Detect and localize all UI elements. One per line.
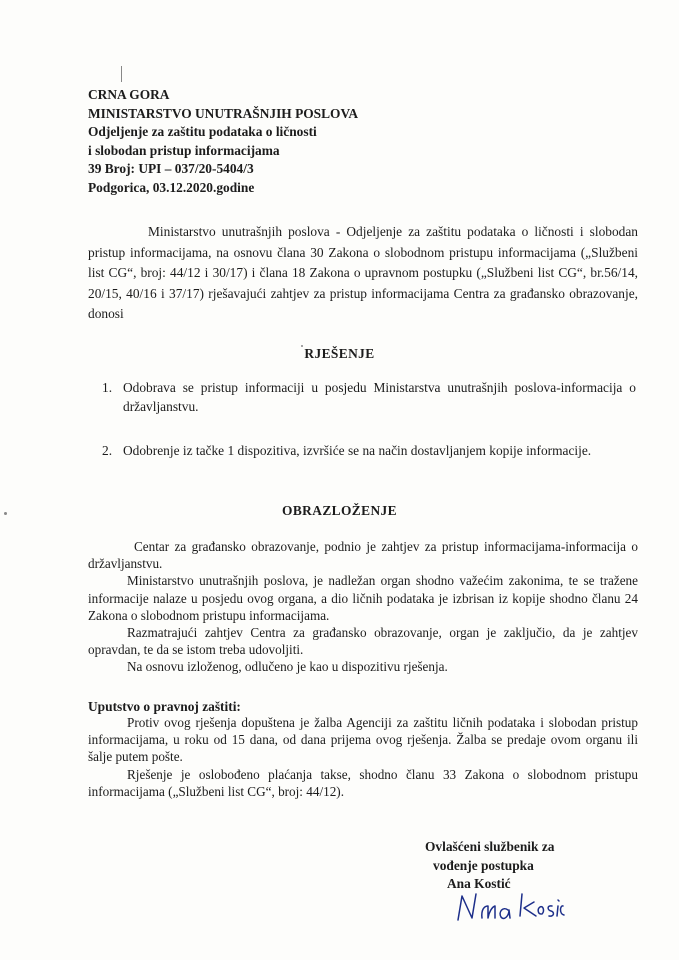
legal-remedy-body [88,714,638,800]
scan-artifact [121,66,122,82]
country-name: CRNA GORA [88,87,170,102]
legal-remedy-paragraph: Rješenje je oslobođeno plaćanja takse, shodno članu 33 Zakona o slobodnom pristupu informacijama („Službeni list CG“, broj: 44/12). [88,766,638,799]
signatory-name: Ana Kostić [447,876,511,891]
document-header [88,86,358,198]
intro-paragraph: Ministarstvo unutrašnjih poslova - Odjeljenje za zaštitu podataka o ličnosti i slobodan pristup informacijama, na osnovu člana 30 Zakona o slobodnom pristupu informacijama („Službeni list CG“, broj: 44/12 i 30/17) i člana 18 Zakona o upravnom postupku („Službeni list CG“, br.56/14, 20/15, 40/16 i 37/17) rješavajući zahtjev za pristup informacijama Centra za građansko obrazovanje, donosi [88,224,638,321]
decision-item [102,441,636,460]
decision-item [102,378,636,416]
signatory-title-cont: vođenje postupka [433,857,534,873]
legal-remedy-paragraph: Protiv ovog rješenja dopuštena je žalba Agenciji za zaštitu ličnih podataka i slobodan pristup informacijama, u roku od 15 dana, od dana prijema ovog rješenja. Žalba se predaje ovom organu ili šalje putem pošte. [88,715,638,765]
place-date: Podgorica, 03.12.2020.godine [88,179,255,195]
handwritten-signature [448,880,566,930]
reasoning-paragraph: Razmatrajući zahtjev Centra za građansko obrazovanje, organ je zaključio, da je zahtjev opravdan, te da se istom treba udovoljiti. [88,625,638,658]
reasoning-paragraph: Na osnovu izloženog, odlučeno je kao u dispozitivu rješenja. [127,659,448,675]
department-name: Odjeljenje za zaštitu podataka o ličnosti [88,124,317,140]
reasoning-paragraph: Centar za građansko obrazovanje, podnio je zahtjev za pristup informacijama-informacija o državljanstvu. [88,539,638,572]
reasoning-body [88,538,638,676]
legal-remedy-title: Uputstvo o pravnoj zaštiti: [88,699,241,714]
item-text: Odobrenje iz tačke 1 dispozitiva, izvršiće se na način dostavljanjem kopije informacije. [123,443,592,458]
decision-title: RJEŠENJE [304,346,375,361]
item-number: 2. [102,443,113,458]
reasoning-paragraph: Ministarstvo unutrašnjih poslova, je nadležan organ shodno važećim zakonima, te se tražene informacije nalaze u posjedu ovog organa, a dio ličnih podataka je izbrisan iz kopije shodno članu 24 Zakona o slobodnom pristupu informacijama. [88,573,638,623]
item-text: Odobrava se pristup informaciji u posjedu Ministarstva unutrašnjih poslova-informacija o državljanstvu. [123,380,636,414]
reasoning-title: OBRAZLOŽENJE [282,503,397,518]
ministry-name: MINISTARSTVO UNUTRAŠNJIH POSLOVA [88,105,359,121]
department-name-cont: i slobodan pristup informacijama [88,142,280,158]
item-number: 1. [102,380,113,395]
case-number: 39 Broj: UPI – 037/20-5404/3 [88,161,254,177]
signatory-title: Ovlašćeni službenik za [425,839,555,854]
